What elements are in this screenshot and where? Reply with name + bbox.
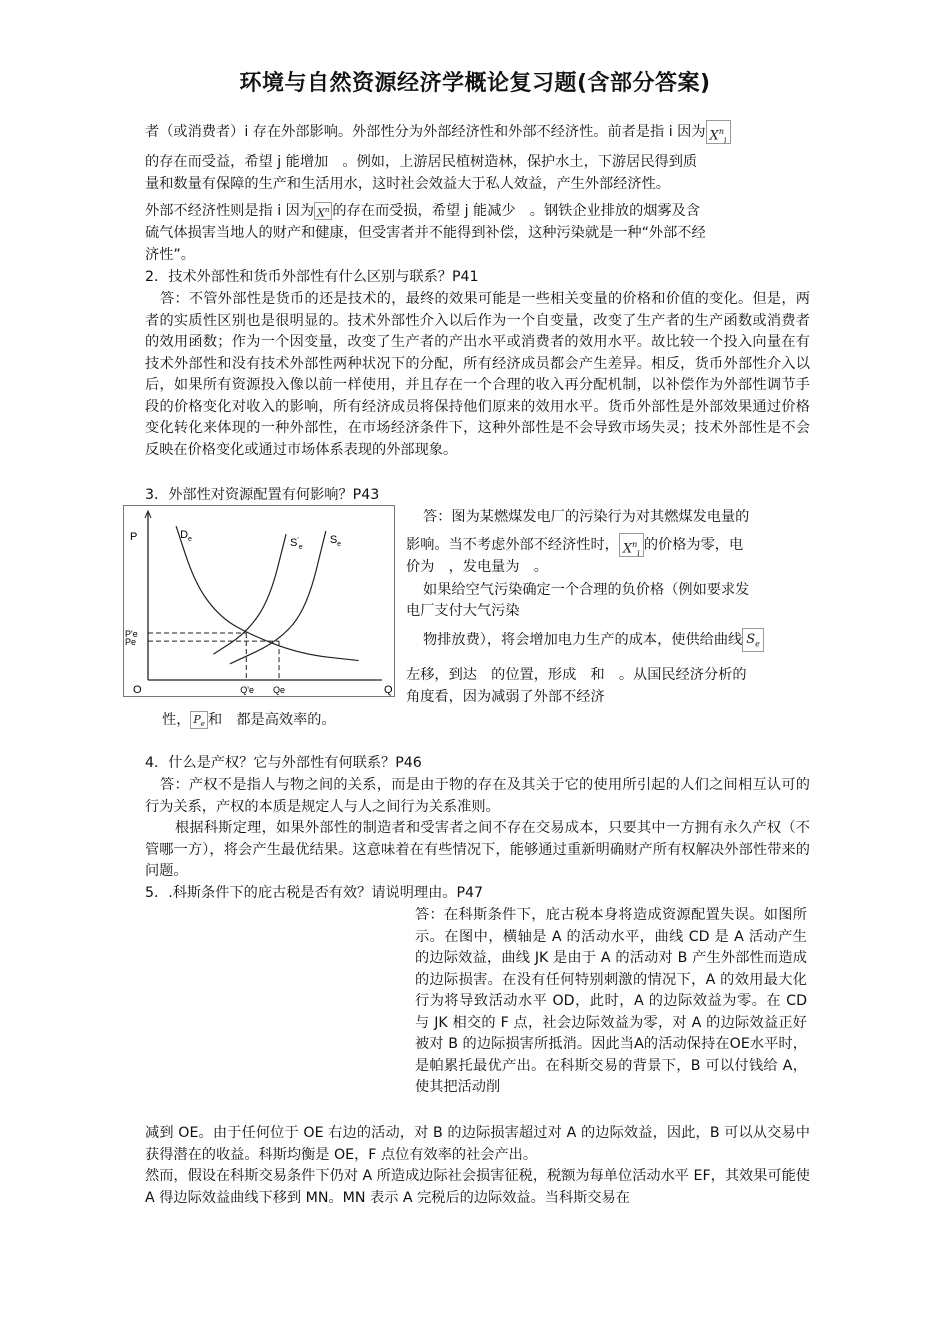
origin-label: O [133, 684, 142, 696]
supply-demand-chart [123, 505, 395, 697]
para1-line5: 硫气体损害当地人的财产和健康，但受害者并不能得到补偿，这种污染就是一种“外部不经 [145, 225, 706, 241]
q3-answer-line6-text: 物排放费），将会增加电力生产的成本，使供给曲线 [423, 632, 743, 648]
para1-line2: 的存在而受益，希望 j 能增加 。例如，上游居民植树造林，保护水土，下游居民得到质 [145, 154, 698, 170]
q3-answer-line8: 角度看，因为减弱了外部不经济 [406, 689, 605, 705]
y-tick-label: P'e [125, 629, 138, 640]
q3-answer-line3: 价为 ，发电量为 。 [406, 559, 548, 575]
q3-answer-line9 [162, 710, 336, 732]
q3-answer-line5: 电厂支付大气污染 [406, 603, 520, 619]
y-tick-label: Pe [125, 637, 137, 648]
q3-heading: 3．外部性对资源配置有何影响？P43 [145, 487, 380, 503]
s-curve-icon: $S_e$ [742, 628, 764, 652]
para1-line1-text: 者（或消费者）i 存在外部影响。外部性分为外部经济性和外部不经济性。前者是指 i 因为 [145, 124, 706, 140]
curve-Se [230, 531, 326, 664]
para1-line4-text-b: 的存在而受损，希望 j 能减少 。钢铁企业排放的烟雾及含 [332, 203, 701, 219]
para1-line4-text-a: 外部不经济性则是指 i 因为 [145, 203, 315, 219]
q2-answer: 答：不管外部性是货币的还是技术的，最终的效果可能是一些相关变量的价格和价值的变化。但是，两者的实质性区别也是很明显的。技术外部性介入以后作为一个自变量，改变了生产者的生产函数或消费者的效用函数；作为一个因变量，改变了生产者的产出水平或消费者的效用水平。故比较一个投入向量在有技术外部性和没有技术外部性两种状况下的分配，所有经济成员都会产生差异。相反，货币外部性介入以后，如果所有资源投入像以前一样使用，并且存在一个合理的收入再分配机制，以补偿作为外部性调节手段的价格变化对收入的影响，所有经济成员将保持他们原来的效用水平。货币外部性是外部效果通过价格变化转化来体现的一种外部性，在市场经济条件下，这种外部性是不会导致市场失灵；技术外部性是不会反映在价格变化或通过市场体系表现的外部现象。 [145, 291, 810, 458]
y-axis-label: P [130, 531, 138, 543]
q5-answer-full-2: 然而，假设在科斯交易条件下仍对 A 所造成边际社会损害征税，税额为每单位活动水平 EF，其效果可能使 A 得边际效益曲线下移到 MN。MN 表示 A 完税后的边际效益。当科斯交易在 [145, 1168, 810, 1206]
q3-answer-line7: 左移，到达 的位置，形成 和 。从国民经济分析的 [406, 667, 747, 683]
x-tick-label: Q'e [240, 685, 255, 695]
q5-heading: 5．.科斯条件下的庇古税是否有效？请说明理由。P47 [145, 885, 484, 901]
q3-answer-line2 [406, 533, 743, 557]
curve-S-primee [214, 534, 287, 654]
q3-answer-line1: 答：图为某燃煤发电厂的污染行为对其燃煤发电量的 [423, 509, 750, 525]
q5-figure-placeholder [145, 908, 400, 1098]
q5-answer-right: 答：在科斯条件下，庇古税本身将造成资源配置失误。如图所示。在图中，横轴是 A 的活动水平，曲线 CD 是 A 活动产生的边际效益，曲线 JK 是由于 A 的活动对 B 产生外部性而造成的边际损害。在没有任何特别刺激的情况下，A 的效用最大化行为将导致活动水平 OD，此时，A 的边际效益为零。在 CD 与 JK 相交的 F 点，社会边际效益为零，对 A 的边际效益正好被对 B 的边际损害所抵消。因此当A的活动保持在OE水平时，是帕累托最优产出。在科斯交易的背景下，B 可以付钱给 A，使其把活动削 [415, 907, 807, 1095]
para1-line3: 量和数量有保障的生产和生活用水，这时社会效益大于私人效益，产生外部经济性。 [145, 176, 670, 192]
q4-answer-2: 根据科斯定理，如果外部性的制造者和受害者之间不存在交易成本，只要其中一方拥有永久产权（不管哪一方），将会产生最优结果。这意味着在有些情况下，能够通过重新明确财产所有权解决外部性带来的问题。 [145, 820, 810, 879]
para1-line4 [145, 201, 700, 223]
document-title: 环境与自然资源经济学概论复习题(含部分答案) [239, 71, 711, 96]
x-variable-icon: $X^n_i$ [619, 533, 644, 557]
curve-label-S-primee: $S'_e$ [290, 537, 303, 552]
q3-answer-line6 [423, 628, 764, 652]
x-axis-label: Q [384, 684, 393, 696]
x-variable-icon: $X^n_i$ [706, 120, 731, 144]
curve-label-De: $D_e$ [180, 529, 192, 544]
x-tick-label: Qe [273, 685, 286, 695]
curve-label-Se: $S_e$ [329, 533, 342, 548]
q2-heading: 2．技术外部性和货币外部性有什么区别与联系？P41 [145, 269, 479, 285]
q3-answer-line2-text-b: 的价格为零，电 [643, 537, 744, 553]
q3-answer-line4: 如果给空气污染确定一个合理的负价格（例如要求发 [423, 582, 750, 598]
q4-heading: 4．什么是产权？它与外部性有何联系？P46 [145, 755, 422, 771]
curve-De [176, 526, 359, 660]
q5-answer-full-1: 减到 OE。由于任何位于 OE 右边的活动，对 B 的边际损害超过对 A 的边际效益，因此，B 可以从交易中获得潜在的收益。科斯均衡是 OE，F 点位有效率的社会产出。 [145, 1125, 810, 1163]
q3-answer-line9-text-b: 和 都是高效率的。 [207, 712, 336, 728]
para1-line6: 济性”。 [145, 247, 195, 263]
q3-answer-line2-text-a: 影响。当不考虑外部不经济性时， [406, 537, 619, 553]
p-price-icon: $P_e$ [190, 711, 208, 729]
q3-answer-line9-text-a: 性， [162, 712, 191, 728]
x-variable-icon: $X^n$ [314, 202, 332, 220]
para1-line1 [145, 120, 731, 144]
q4-answer-1: 答：产权不是指人与物之间的关系，而是由于物的存在及其关于它的使用所引起的人们之间相互认可的行为关系，产权的本质是规定人与人之间行为关系准则。 [145, 777, 810, 815]
